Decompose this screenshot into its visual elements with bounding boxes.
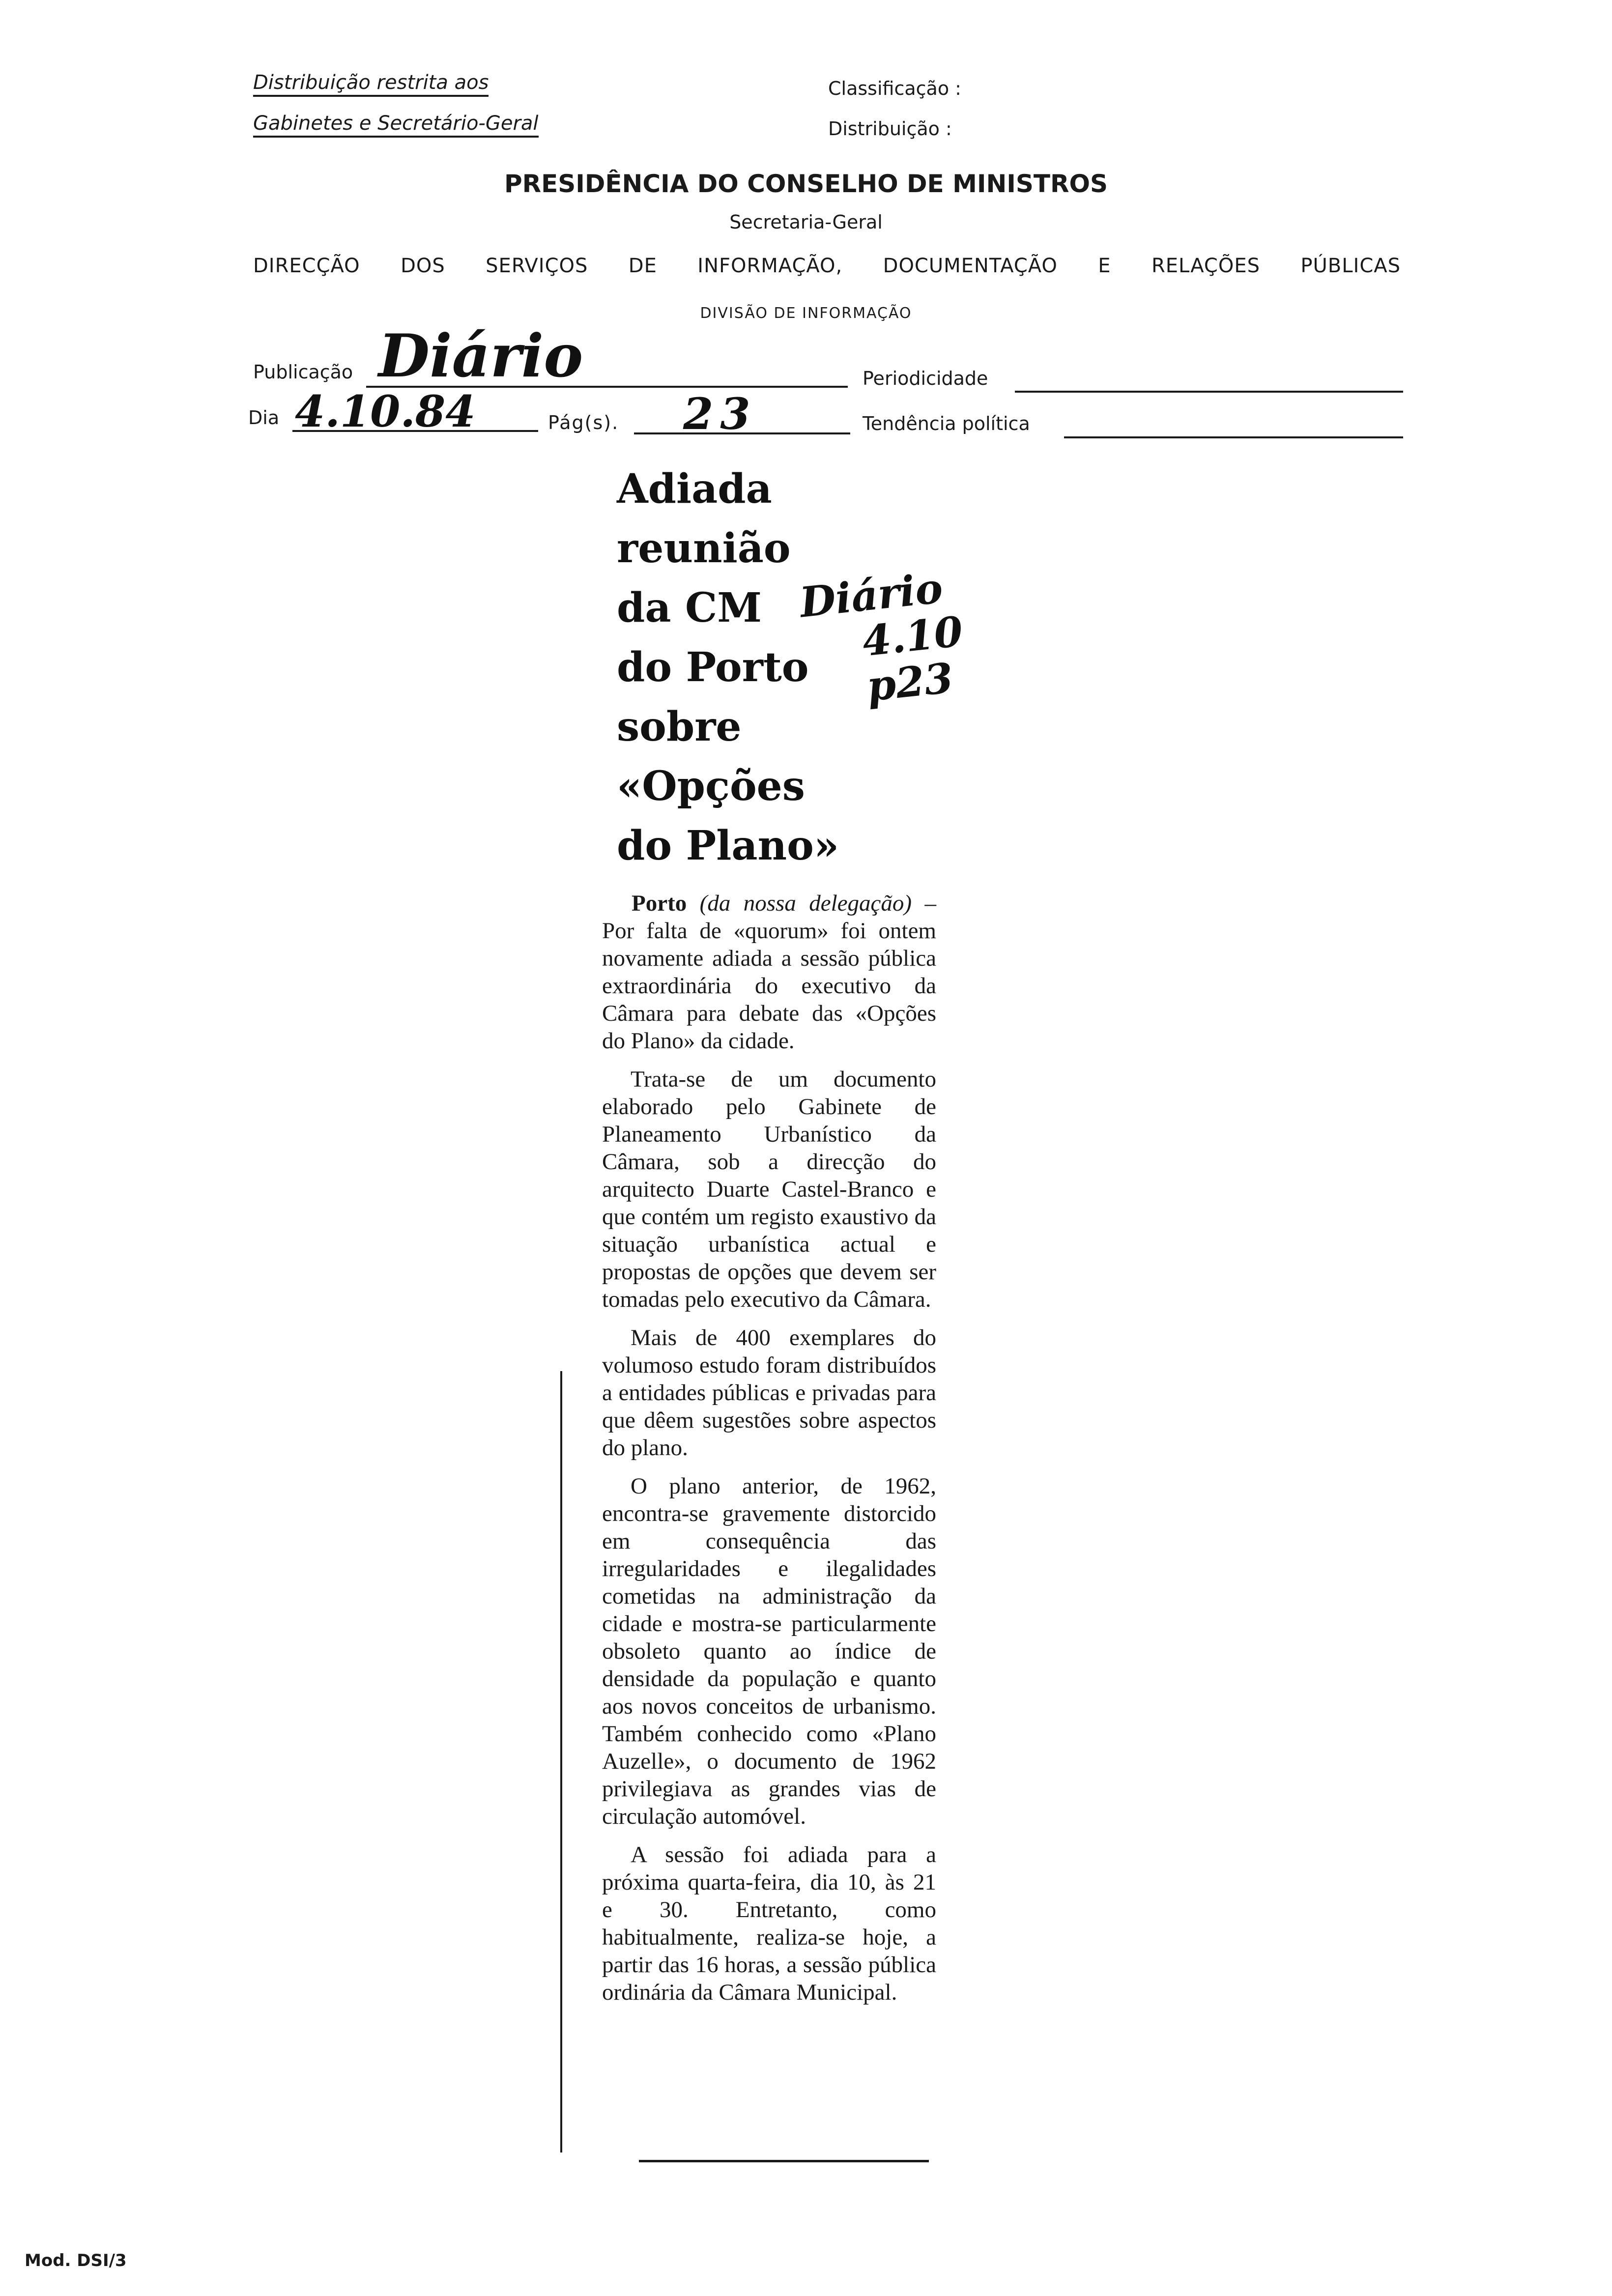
org-directorate: DIRECÇÃO DOS SERVIÇOS DE INFORMAÇÃO, DOCUMENTAÇÃO E RELAÇÕES PÚBLICAS xyxy=(253,255,1401,277)
headline-line: da CM xyxy=(617,584,762,631)
pag-label: Pág(s). xyxy=(548,412,619,433)
publicacao-label: Publicação xyxy=(253,361,353,383)
form-model-code: Mod. DSI/3 xyxy=(25,2251,127,2270)
headline-line: do Plano» xyxy=(617,822,839,869)
column-rule xyxy=(560,1371,562,2152)
article-paragraph: Trata-se de um documento elaborado pelo Gabinete de Planeamento Urbanístico da Câmara, sob a direcção do arquitecto Duarte Castel-Branco e que contém um registo exaustivo da situação urbanística actual e propostas de opções que devem ser tomadas pelo executivo da Câmara. xyxy=(602,1066,936,1312)
pag-value: 23 xyxy=(683,388,757,439)
headline-line: do Porto xyxy=(617,644,809,691)
paragraph-text: – Por falta de «quorum» foi ontem novamente adiada a sessão pública extraordinária do executivo da Câmara para debate das «Opções do Plano» da cidade. xyxy=(602,890,937,1054)
restricted-distribution-line1: Distribuição restrita aos xyxy=(253,71,489,94)
headline-line: sobre xyxy=(617,703,742,750)
headline-line: reunião xyxy=(617,525,791,572)
annotation-line: Diário xyxy=(797,563,945,627)
tendencia-label: Tendência política xyxy=(863,413,1030,434)
annotation-line: p23 xyxy=(864,653,956,711)
dateline-place: Porto xyxy=(632,890,687,916)
distribution-label: Distribuição : xyxy=(828,118,952,140)
dia-value: 4.10.84 xyxy=(295,386,476,437)
dia-label: Dia xyxy=(248,407,280,429)
org-title: PRESIDÊNCIA DO CONSELHO DE MINISTROS xyxy=(504,170,1108,198)
periodicidade-field-line xyxy=(1015,391,1403,393)
article-paragraph: Mais de 400 exemplares do volumoso estudo foram distribuídos a entidades públicas e privadas para que dêem sugestões sobre aspectos do plano. xyxy=(602,1325,936,1461)
handwritten-annotation xyxy=(782,564,970,717)
tendencia-field-line xyxy=(1064,436,1403,438)
org-subtitle: Secretaria-Geral xyxy=(729,211,883,233)
annotation-line: 4.10 xyxy=(860,606,965,666)
article-paragraph: O plano anterior, de 1962, encontra-se gravemente distorcido em consequência das irregularidades e ilegalidades cometidas na administração da cidade e mostra-se particularmente obsoleto quanto ao índice de densidade da população e quanto aos novos conceitos de urbanismo. Também conhecido como «Plano Auzelle», o documento de 1962 privilegiava as grandes vias de circulação automóvel. xyxy=(602,1473,936,1829)
article-end-rule xyxy=(639,2160,929,2162)
org-division: DIVISÃO DE INFORMAÇÃO xyxy=(700,305,912,322)
article-body xyxy=(602,890,936,2017)
periodicidade-label: Periodicidade xyxy=(863,368,988,389)
headline-line: Adiada xyxy=(617,465,772,513)
publicacao-value: Diário xyxy=(378,321,583,391)
article-paragraph xyxy=(602,890,936,1055)
headline-line: «Opções xyxy=(617,763,805,810)
classification-label: Classificação : xyxy=(828,78,961,99)
dateline-source: (da nossa delegação) xyxy=(699,890,912,916)
restricted-distribution-line2: Gabinetes e Secretário-Geral xyxy=(253,112,539,135)
article-paragraph: A sessão foi adiada para a próxima quarta-feira, dia 10, às 21 e 30. Entretanto, como habitualmente, realiza-se hoje, a partir das 16 horas, a sessão pública ordinária da Câmara Municipal. xyxy=(602,1842,936,2005)
